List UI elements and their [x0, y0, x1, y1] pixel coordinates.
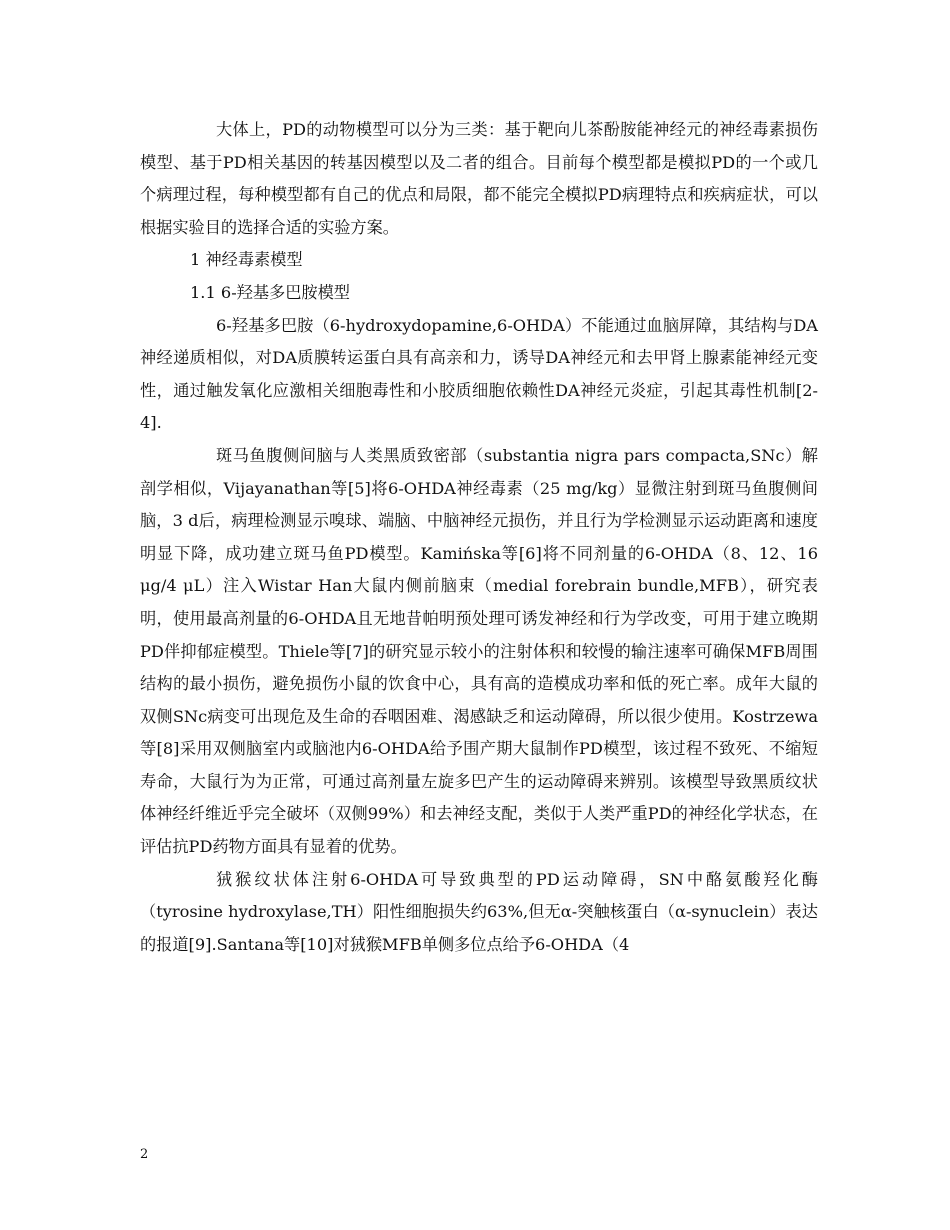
body-text [140, 114, 818, 961]
paragraph-marmoset-studies: 狨猴纹状体注射6-OHDA可导致典型的PD运动障碍，SN中酪氨酸羟化酶（tyrosine hydroxylase,TH）阳性细胞损失约63%,但无α-突触核蛋白（α-synuclein）表达的报道[9].Santana等[10]对狨猴MFB单侧多位点给予6-OHDA（4 [140, 869, 818, 954]
paragraph-intro: 大体上，PD的动物模型可以分为三类：基于靶向儿茶酚胺能神经元的神经毒素损伤模型、基于PD相关基因的转基因模型以及二者的组合。目前每个模型都是模拟PD的一个或几个病理过程，每种模型都有自己的优点和局限，都不能完全模拟PD病理特点和疾病症状，可以根据实验目的选择合适的实验方案。 [140, 120, 818, 237]
section-heading-neurotoxin-models: 1 神经毒素模型 [190, 250, 303, 270]
paragraph-6-ohda-mechanism: 6-羟基多巴胺（6-hydroxydopamine,6-OHDA）不能通过血脑屏障，其结构与DA神经递质相似，对DA质膜转运蛋白具有高亲和力，诱导DA神经元和去甲肾上腺素能神经元变性，通过触发氧化应激相关细胞毒性和小胶质细胞依赖性DA神经元炎症，引起其毒性机制[2-4]. [140, 315, 818, 433]
paragraph-animal-studies: 斑马鱼腹侧间脑与人类黑质致密部（substantia nigra pars compacta,SNc）解剖学相似，Vijayanathan等[5]将6-OHDA神经毒素（25 mg/kg）显微注射到斑马鱼腹侧间脑，3 d后，病理检测显示嗅球、端脑、中脑神经元损伤，并且行为学检测显示运动距离和速度明显下降，成功建立斑马鱼PD模型。Kamińska等[6]将不同剂量的6-OHDA（8、12、16 μg/4 μL）注入Wistar Han大鼠内侧前脑束（medial forebrain bundle,MFB），研究表明，使用最高剂量的6-OHDA且无地昔帕明预处理可诱发神经和行为学改变，可用于建立晚期PD伴抑郁症模型。Thiele等[7]的研究显示较小的注射体积和较慢的输注速率可确保MFB周围结构的最小损伤，避免损伤小鼠的饮食中心，具有高的造模成功率和低的死亡率。成年大鼠的双侧SNc病变可出现危及生命的吞咽困难、渴感缺乏和运动障碍，所以很少使用。Kostrzewa等[8]采用双侧脑室内或脑池内6-OHDA给予围产期大鼠制作PD模型，该过程不致死、不缩短寿命，大鼠行为为正常，可通过高剂量左旋多巴产生的运动障碍来辨别。该模型导致黑质纹状体神经纤维近乎完全破坏（双侧99%）和去神经支配，类似于人类严重PD的神经化学状态，在评估抗PD药物方面具有显着的优势。 [140, 445, 818, 857]
page-number: 2 [140, 1147, 149, 1162]
subsection-heading-6-ohda-model: 1.1 6-羟基多巴胺模型 [190, 282, 350, 302]
